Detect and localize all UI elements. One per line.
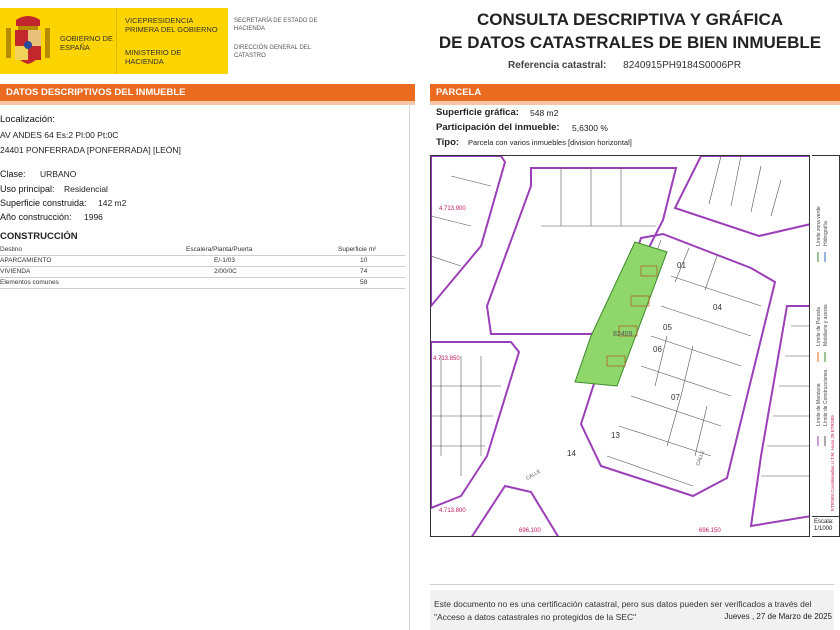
type-value: Parcela con varios inmuebles [division horizontal] <box>468 138 632 147</box>
table-row-3-destino: Elementos comunes <box>0 279 59 286</box>
year-label: Año construcción: <box>0 212 72 222</box>
lot-number: 06 <box>653 345 662 354</box>
table-row-rule <box>0 277 405 278</box>
coord-label: 4.713.800 <box>439 508 466 514</box>
vicepresidencia-text: VICEPRESIDENCIA PRIMERA DEL GOBIERNO <box>125 16 218 34</box>
gobierno-text: GOBIERNO DE ESPAÑA <box>56 8 116 74</box>
table-row-2-superficie: 74 <box>360 268 368 275</box>
participation-value: 5,6300 % <box>572 123 608 133</box>
legend-item: Límite de Parcela <box>816 307 822 346</box>
highlighted-parcel <box>575 242 667 386</box>
table-row-1-superficie: 10 <box>360 257 368 264</box>
footer-rule <box>430 584 834 585</box>
footer-date: Jueves , 27 de Marzo de 2025 <box>724 612 832 621</box>
footer-note: Este documento no es una certificación catastral, pero sus datos pueden ser verificados a través del "Acceso a datos catastrales no protegidos de la SEC" <box>434 599 812 622</box>
title-line-2: DE DATOS CATASTRALES DE BIEN INMUEBLE <box>438 33 822 52</box>
street-label: CALLE <box>695 449 707 467</box>
table-header-destino: Destino <box>0 246 23 253</box>
reference-line <box>508 60 741 71</box>
lot-number: 13 <box>611 431 620 440</box>
coord-label: 4.713.850 <box>433 356 460 362</box>
descriptive-data-bar: DATOS DESCRIPTIVOS DEL INMUEBLE <box>0 84 415 101</box>
type-label: Tipo: <box>436 137 460 148</box>
table-row-rule <box>0 266 405 267</box>
descriptive-panel <box>0 104 410 630</box>
map-drawing <box>431 156 810 537</box>
location-label: Localización: <box>0 114 55 125</box>
graphic-area-label: Superficie gráfica: <box>436 107 519 118</box>
ministerio-text: MINISTERIO DE HACIENDA <box>125 48 182 66</box>
bar-shadow-right <box>430 101 840 105</box>
table-row-3-superficie: 58 <box>360 279 368 286</box>
map-scale <box>812 517 840 537</box>
lot-number: 14 <box>567 449 576 458</box>
legend-coordinate-system: ETRS89 Coordenadas U.T.M. Huso 29 ETRS89 <box>830 415 835 511</box>
participation-label: Participación del inmueble: <box>436 122 560 133</box>
built-area-label: Superficie construida: <box>0 198 87 208</box>
reference-label: Referencia catastral: <box>508 60 607 71</box>
lot-number: 05 <box>663 323 672 332</box>
construction-title: CONSTRUCCIÓN <box>0 231 78 242</box>
secretaria-text: SECRETARÍA DE ESTADO DE HACIENDA <box>234 18 318 32</box>
legend-item: Mobiliario y aceras <box>823 304 829 346</box>
coat-of-arms-icon <box>0 8 56 74</box>
table-row-1-destino: APARCAMIENTO <box>0 257 52 264</box>
legend-item: Hidrografía <box>823 221 829 246</box>
built-area-value: 142 m2 <box>98 198 127 208</box>
catastro-block <box>228 8 320 74</box>
use-value: Residencial <box>64 184 108 194</box>
use-label: Uso principal: <box>0 184 55 194</box>
street-label: CALLE <box>525 468 542 482</box>
graphic-area-value: 548 m2 <box>530 108 559 118</box>
scale-label: Escala: <box>814 519 834 525</box>
class-value: URBANO <box>40 169 77 179</box>
scale-value: 1/1000 <box>814 526 833 532</box>
table-header-rule <box>0 255 405 256</box>
parcel-bar: PARCELA <box>430 84 840 101</box>
coord-label: 696.100 <box>519 528 541 534</box>
table-row-1-escalera: E/-1/03 <box>214 257 235 264</box>
lot-number: 01 <box>677 261 686 270</box>
table-row-rule <box>0 288 405 289</box>
reference-value: 8240915PH9184S0006PR <box>623 60 742 71</box>
year-value: 1996 <box>84 212 103 222</box>
document-title <box>430 8 830 54</box>
lot-number: 07 <box>671 393 680 402</box>
cadastral-map[interactable] <box>430 155 810 537</box>
direccion-text: DIRECCIÓN GENERAL DEL CATASTRO <box>234 45 311 59</box>
lot-number: 04 <box>713 303 722 312</box>
coord-label: 4.713.900 <box>439 206 466 212</box>
coord-label: 696.150 <box>699 528 721 534</box>
legend-item: Límite de Construcciones <box>823 369 829 426</box>
legend-item: Límite zona verde <box>816 206 822 246</box>
ministry-block <box>116 8 228 74</box>
legend-item: Límite de Manzana <box>816 383 822 426</box>
government-logo-block <box>0 8 320 74</box>
title-line-1: CONSULTA DESCRIPTIVA Y GRÁFICA <box>476 10 784 29</box>
table-header-escalera: Escalera/Planta/Puerta <box>186 246 253 253</box>
table-row-2-escalera: 2/00/0C <box>214 268 237 275</box>
table-row-2-destino: VIVIENDA <box>0 268 31 275</box>
table-header-superficie: Superficie m² <box>338 246 377 253</box>
location-line-1: AV ANDES 64 Es:2 Pl:00 Pt:0C <box>0 130 119 140</box>
map-legend <box>812 155 840 517</box>
class-label: Clase: <box>0 169 26 179</box>
location-line-2: 24401 PONFERRADA [PONFERRADA] [LEÓN] <box>0 145 181 155</box>
parcel-number: 82409 <box>613 331 633 338</box>
